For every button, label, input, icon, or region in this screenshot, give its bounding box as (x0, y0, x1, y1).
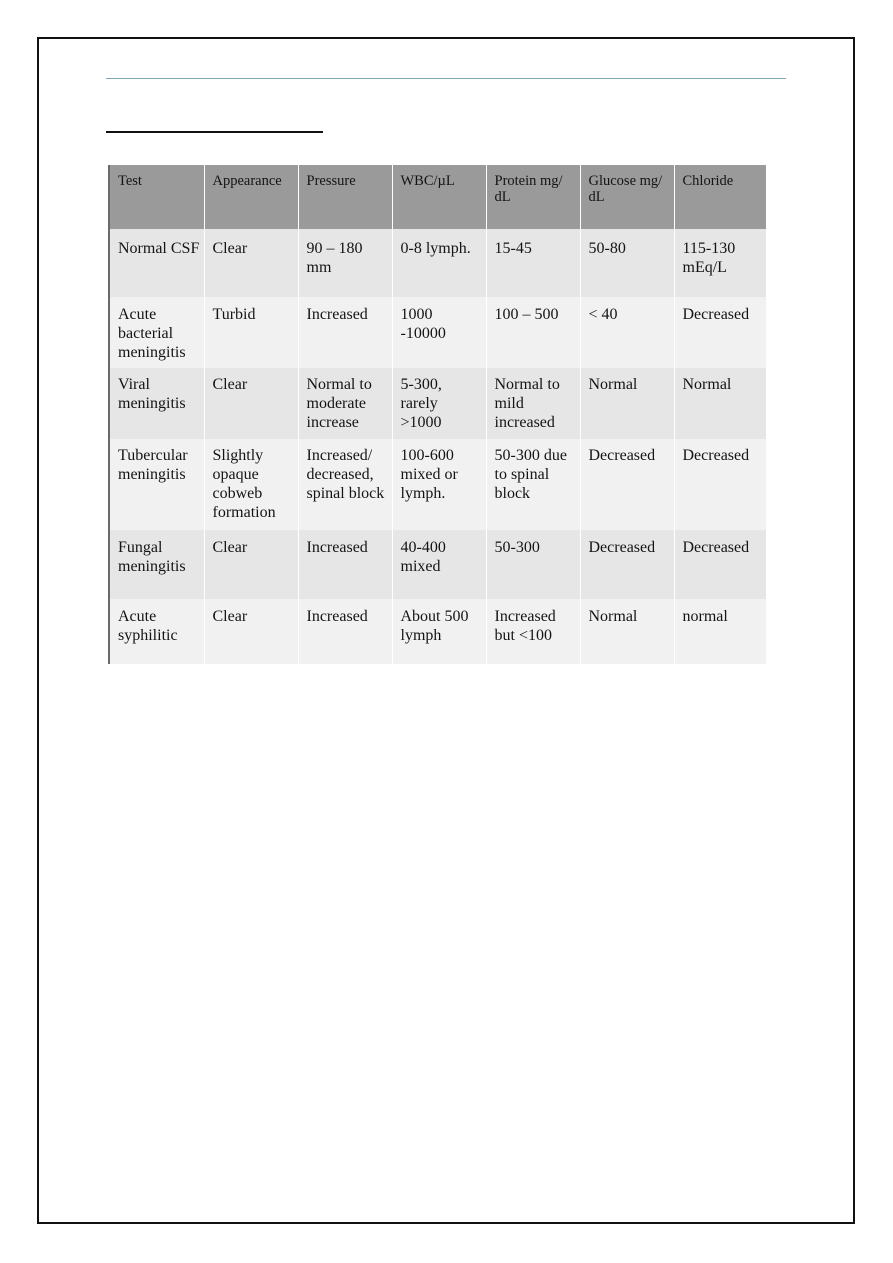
table-cell: Normal to moderate increase (298, 368, 392, 439)
table-cell: Decreased (674, 297, 766, 368)
header-chloride: Chloride (674, 165, 766, 229)
table-cell: Clear (204, 599, 298, 664)
header-protein: Protein mg/ dL (486, 165, 580, 229)
table-cell: 100-600 mixed or lymph. (392, 439, 486, 530)
table-cell: 50-300 (486, 530, 580, 599)
table-row (110, 439, 766, 530)
table-cell: Slightly opaque cobweb formation (204, 439, 298, 530)
table-cell: 0-8 lymph. (392, 229, 486, 297)
table-cell: Decreased (674, 439, 766, 530)
table-cell: About 500 lymph (392, 599, 486, 664)
table-cell: Normal (580, 599, 674, 664)
table-cell: Clear (204, 229, 298, 297)
table-cell: Increased (298, 297, 392, 368)
csf-table-container (108, 165, 766, 664)
header-pressure: Pressure (298, 165, 392, 229)
table-cell: Decreased (580, 439, 674, 530)
table-cell: normal (674, 599, 766, 664)
table-cell: Increased/ decreased, spinal block (298, 439, 392, 530)
table-row (110, 530, 766, 599)
table-row (110, 297, 766, 368)
table-cell: 90 – 180 mm (298, 229, 392, 297)
table-cell: Fungal meningitis (110, 530, 204, 599)
table-cell: Decreased (580, 530, 674, 599)
table-cell: Turbid (204, 297, 298, 368)
table-cell: Increased (298, 530, 392, 599)
table-row (110, 599, 766, 664)
table-cell: Normal to mild increased (486, 368, 580, 439)
table-cell: Clear (204, 368, 298, 439)
table-cell: 50-300 due to spinal block (486, 439, 580, 530)
table-header-row (110, 165, 766, 229)
header-test: Test (110, 165, 204, 229)
table-cell: Tubercular meningitis (110, 439, 204, 530)
header-glucose: Glucose mg/ dL (580, 165, 674, 229)
heading-underline (106, 131, 323, 133)
table-cell: Decreased (674, 530, 766, 599)
table-row (110, 229, 766, 297)
table-cell: 5-300, rarely >1000 (392, 368, 486, 439)
table-cell: Acute syphilitic (110, 599, 204, 664)
table-cell: Normal (580, 368, 674, 439)
table-cell: Increased (298, 599, 392, 664)
table-cell: Viral meningitis (110, 368, 204, 439)
header-rule (106, 78, 786, 79)
table-cell: Clear (204, 530, 298, 599)
header-wbc: WBC/µL (392, 165, 486, 229)
table-cell: Increased but <100 (486, 599, 580, 664)
table-cell: 115-130 mEq/L (674, 229, 766, 297)
table-cell: Acute bacterial meningitis (110, 297, 204, 368)
table-cell: Normal (674, 368, 766, 439)
header-appearance: Appearance (204, 165, 298, 229)
table-cell: Normal CSF (110, 229, 204, 297)
table-cell: 15-45 (486, 229, 580, 297)
table-cell: 50-80 (580, 229, 674, 297)
table-cell: 40-400 mixed (392, 530, 486, 599)
table-cell: 1000 -10000 (392, 297, 486, 368)
csf-findings-table (110, 165, 766, 664)
table-cell: 100 – 500 (486, 297, 580, 368)
table-row (110, 368, 766, 439)
table-cell: < 40 (580, 297, 674, 368)
